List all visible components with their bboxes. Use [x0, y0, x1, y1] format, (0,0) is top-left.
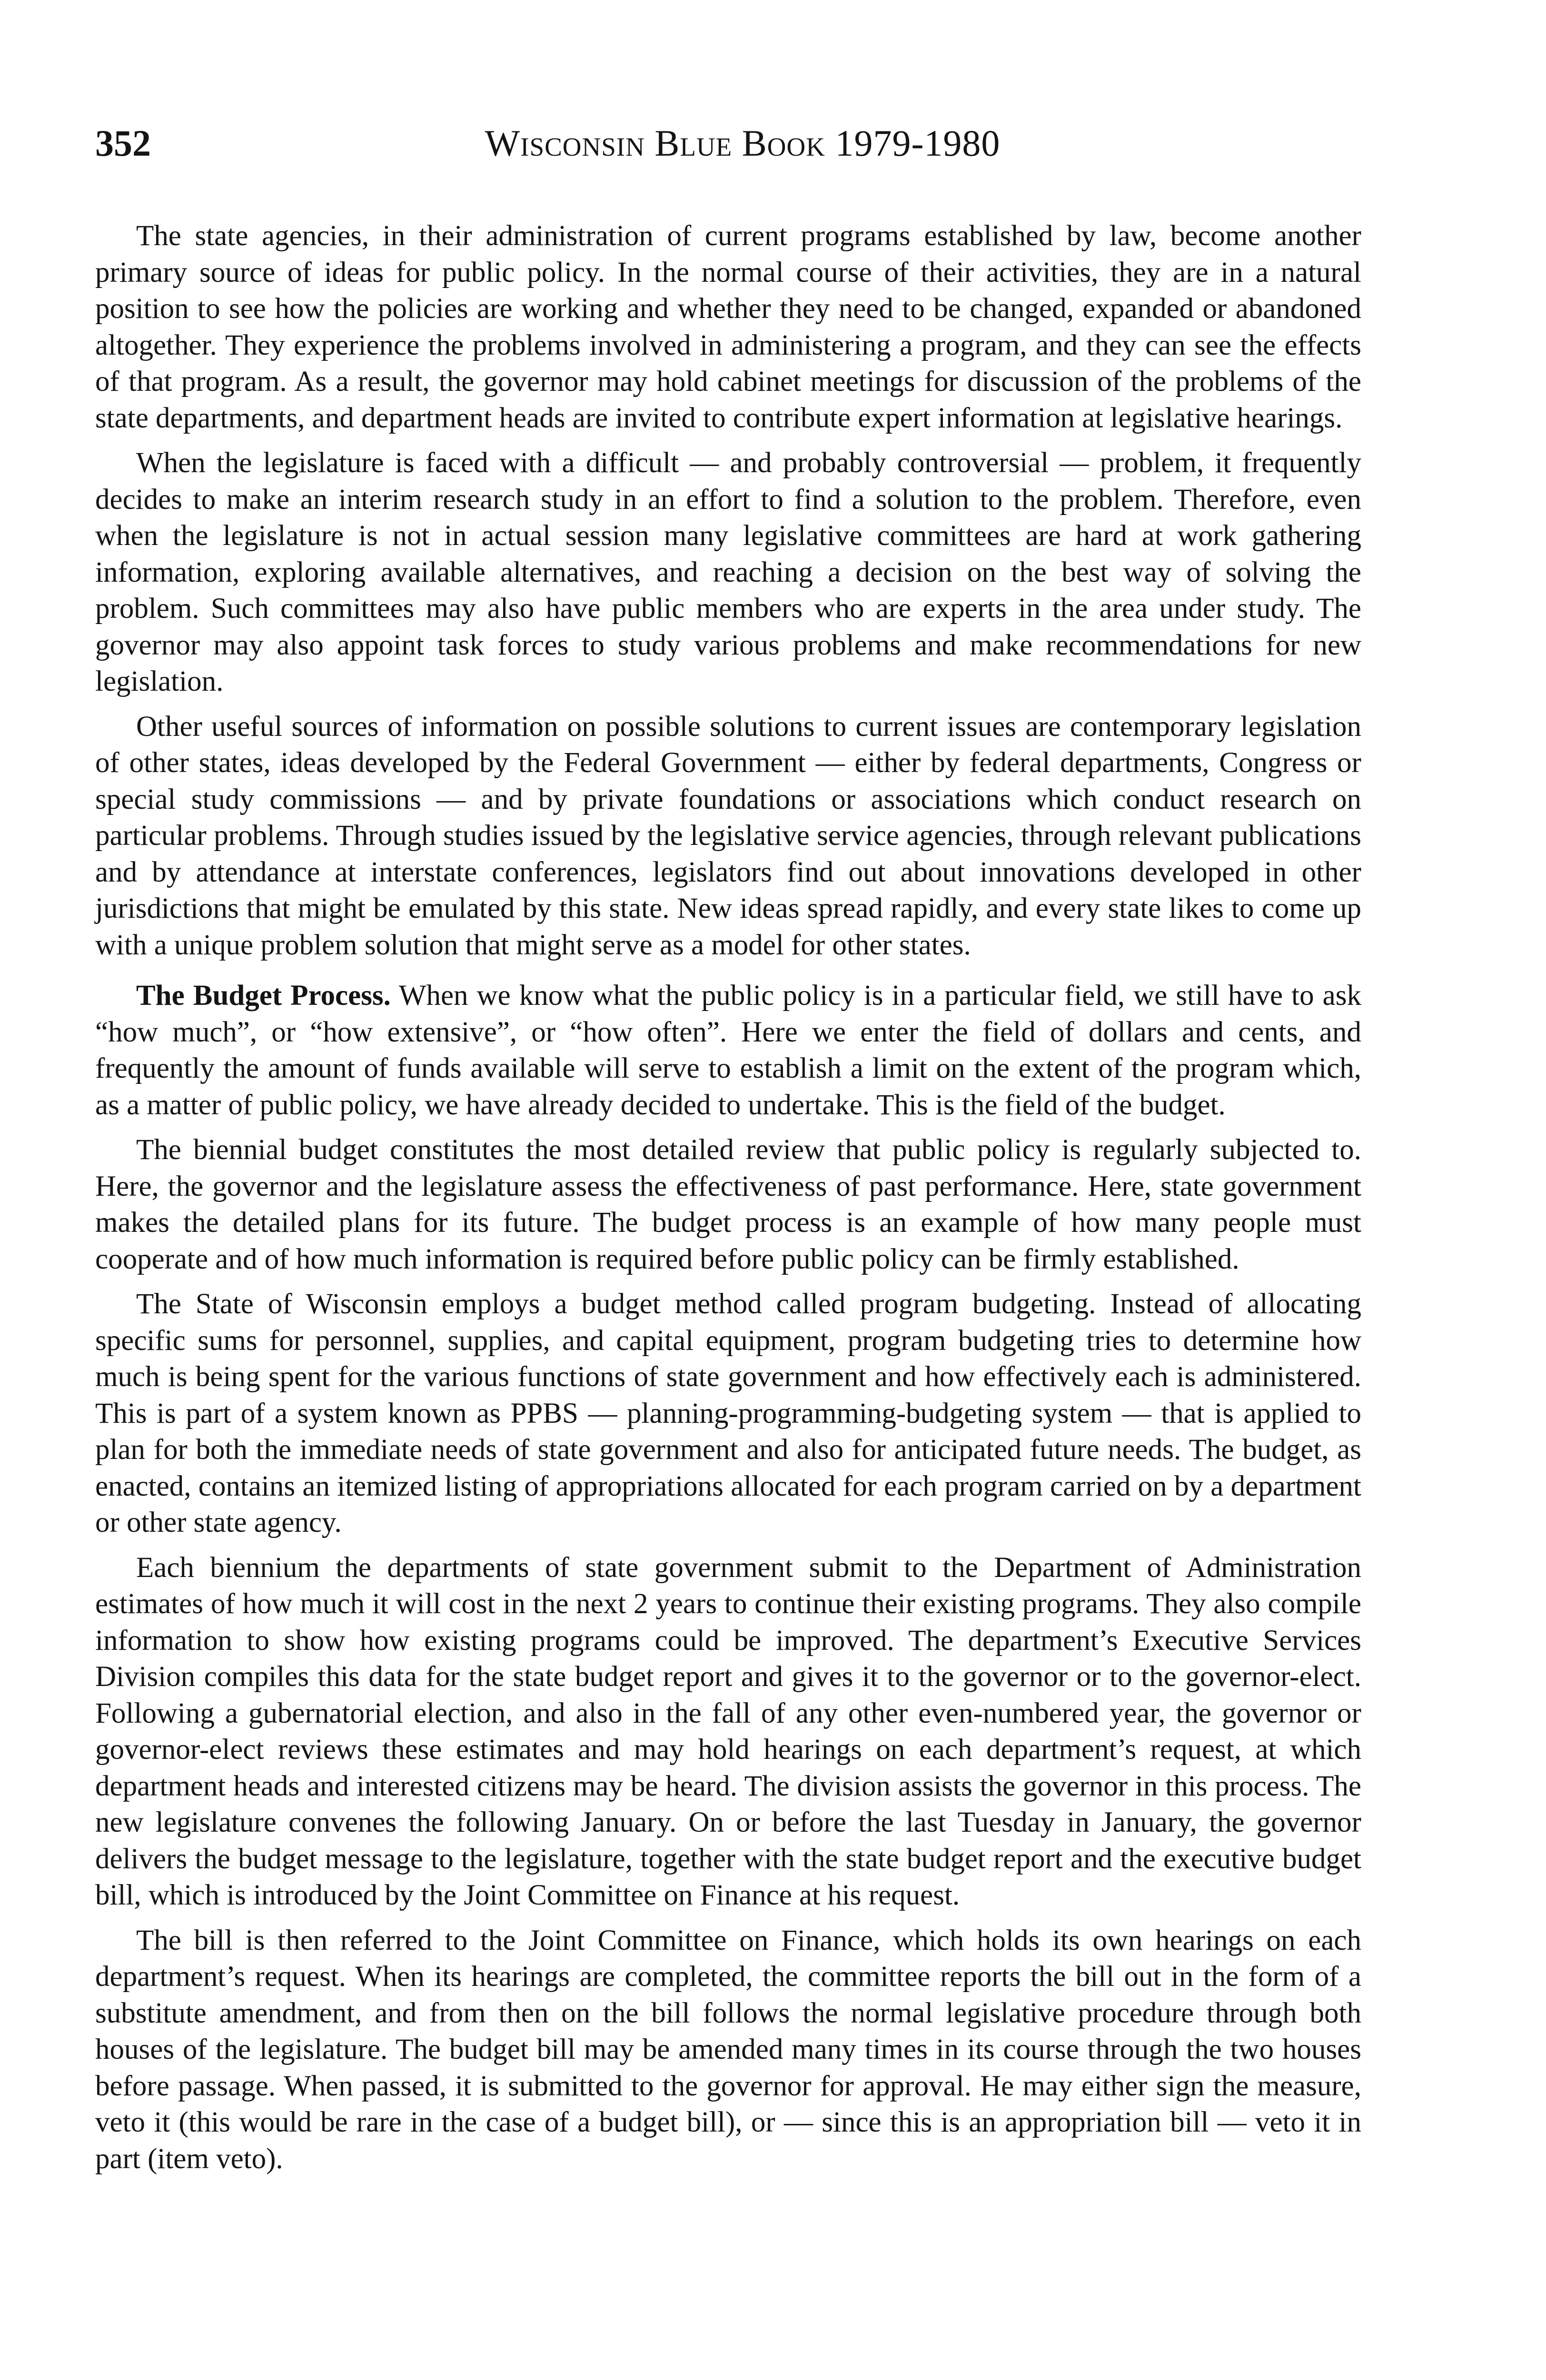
paragraph-text: Other useful sources of information on possible solutions to current issues are contemporary legislation of other states, ideas developed by the Federal Government — either by federal departments, Congress or special study commissions — and by private foundations or associations which conduct research on particular problems. Through studies issued by the legislative service agencies, through relevant publications and by attendance at interstate conferences, legislators find out about innovations developed in other jurisdictions that might be emulated by this state. New ideas spread rapidly, and every state likes to come up with a unique problem solution that might serve as a model for other states. — [95, 710, 1361, 961]
paragraph-biennium-departments — [95, 1550, 1361, 1914]
page-number: 352 — [95, 122, 151, 164]
paragraph-text: Each biennium the departments of state government submit to the Department of Administration estimates of how much it will cost in the next 2 years to continue their existing programs. They also compile information to show how existing programs could be improved. The department’s Executive Services Division compiles this data for the state budget report and gives it to the governor or to the governor-elect. Following a gubernatorial election, and also in the fall of any other even-numbered year, the governor or governor-elect reviews these estimates and may hold hearings on each department’s request, at which department heads and interested citizens may be heard. The division assists the governor in this process. The new legislature convenes the following January. On or before the last Tuesday in January, the governor delivers the budget message to the legislature, together with the state budget report and the executive budget bill, which is introduced by the Joint Committee on Finance at his request. — [95, 1551, 1361, 1911]
running-header — [95, 114, 1361, 171]
section-heading: The Budget Process. — [136, 980, 391, 1012]
paragraph-biennial-budget — [95, 1132, 1361, 1278]
paragraph-text: When the legislature is faced with a difficult — and probably controversial — problem, it frequently decides to make an interim research study in an effort to find a solution to the problem. Therefore, even when the legislature is not in actual session many legislative committees are hard at work gathering information, exploring available alternatives, and reaching a decision on the best way of solving the problem. Such committees may also have public members who are experts in the area under study. The governor may also appoint task forces to study various problems and make recommendations for new legislation. — [95, 447, 1361, 697]
paragraph-legislature-research — [95, 445, 1361, 700]
paragraph-text: When we know what the public policy is in a particular field, we still have to ask “how much”, or “how extensive”, or “how often”. Here we enter the field of dollars and cents, and frequently the amount of funds available will serve to establish a limit on the extent of the program which, as a matter of public policy, we have already decided to undertake. This is the field of the budget. — [95, 980, 1361, 1121]
paragraph-text: The state agencies, in their administration of current programs established by law, become another primary source of ideas for public policy. In the normal course of their activities, they are in a natural position to see how the policies are working and whether they need to be changed, expanded or abandoned altogether. They experience the problems involved in administering a program, and they can see the effects of that program. As a result, the governor may hold cabinet meetings for discussion of the problems of the state departments, and department heads are invited to contribute expert information at legislative hearings. — [95, 220, 1361, 434]
body-text — [95, 218, 1361, 2177]
paragraph-text: The bill is then referred to the Joint Committee on Finance, which holds its own hearings on each department’s request. When its hearings are completed, the committee reports the bill out in the form of a substitute amendment, and from then on the bill follows the normal legislative procedure through both houses of the legislature. The budget bill may be amended many times in its course through the two houses before passage. When passed, it is submitted to the governor for approval. He may either sign the measure, veto it (this would be rare in the case of a budget bill), or — since this is an appropriation bill — veto it in part (item veto). — [95, 1924, 1361, 2175]
book-title: Wisconsin Blue Book 1979-1980 — [485, 122, 1001, 164]
paragraph-state-agencies — [95, 218, 1361, 436]
paragraph-text: The biennial budget constitutes the most detailed review that public policy is regularly subjected to. Here, the governor and the legislature assess the effectiveness of past performance. Here, state government makes the detailed plans for its future. The budget process is an example of how many people must cooperate and of how much information is required before public policy can be firmly established. — [95, 1134, 1361, 1275]
paragraph-joint-committee — [95, 1923, 1361, 2178]
document-page — [95, 114, 1361, 2370]
paragraph-program-budgeting — [95, 1286, 1361, 1541]
paragraph-text: The State of Wisconsin employs a budget method called program budgeting. Instead of allocating specific sums for personnel, supplies, and capital equipment, program budgeting tries to determine how much is being spent for the various functions of state government and how effectively each is administered. This is part of a system known as PPBS — planning-programming-budgeting system — that is applied to plan for both the immediate needs of state government and also for anticipated future needs. The budget, as enacted, contains an itemized listing of appropriations allocated for each program carried on by a department or other state agency. — [95, 1288, 1361, 1538]
paragraph-budget-process — [95, 978, 1361, 1123]
paragraph-other-sources — [95, 709, 1361, 964]
